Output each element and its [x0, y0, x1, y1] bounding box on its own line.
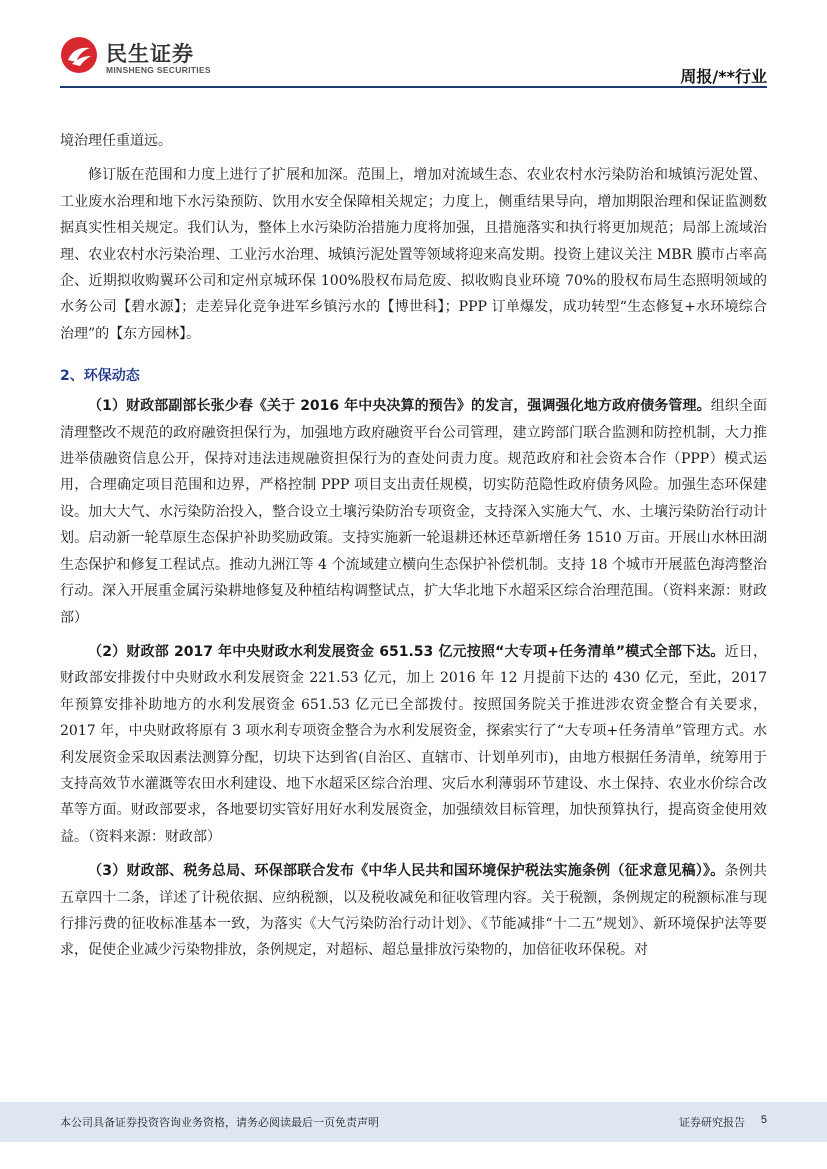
news-item-3-text: 条例共五章四十二条，详述了计税依据、应纳税额，以及税收减免和征收管理内容。关于税额，条例规定的税额标准与现行排污费的征收标准基本一致，为落实《大气污染防治行动计划》、《节能减排“十二五”规划》、新环境保护法等要求，促使企业减少污染物排放，条例规定，对超标、超总量排放污染物的，加倍征收环保税。对 [60, 863, 767, 959]
page-footer [0, 1102, 827, 1142]
header-rule [60, 86, 767, 88]
footer-disclaimer: 本公司具备证券投资咨询业务资格，请务必阅读最后一页免责声明 [60, 1116, 379, 1129]
section-title: 2、环保动态 [60, 368, 140, 385]
paragraph-revision-analysis: 修订版在范围和力度上进行了扩展和加深。范围上，增加对流域生态、农业农村水污染防治和城镇污泥处置、工业废水治理和地下水污染预防、饮用水安全保障相关规定；力度上，侧重结果导向，增加期限治理和保证监测数据真实性相关规定。我们认为，整体上水污染防治措施力度将加强，且措施落实和执行将更加规范；局部上流域治理、农业农村水污染治理、工业污水治理、城镇污泥处置等领域将迎来高发期。投资上建议关注 MBR 膜市占率高企、近期拟收购翼环公司和定州京城环保 100%股权布局危废、拟收购良业环境 70%的股权布局生态照明领域的水务公司【碧水源】；走差异化竞争进军乡镇污水的【博世科】；PPP 订单爆发，成功转型“生态修复+水环境综合治理”的【东方园林】。 [60, 167, 767, 342]
news-item-3 [60, 858, 767, 964]
news-item-1 [60, 393, 767, 631]
news-item-1-headline: （1）财政部副部长张少春《关于 2016 年中央决算的预告》的发言，强调强化地方政府债务管理。 [88, 398, 711, 415]
company-logo [60, 36, 210, 80]
logo-chinese-name: 民生证券 [106, 42, 194, 66]
news-item-2-headline: （2）财政部 2017 年中央财政水利发展资金 651.53 亿元按照“大专项+任务清单”模式全部下达。 [88, 643, 725, 660]
news-item-1-text: 组织全面清理整改不规范的政府融资担保行为，加强地方政府融资平台公司管理，建立跨部门联合监测和防控机制，大力推进举债融资信息公开，保持对违法违规融资担保行为的查处问责力度。规范政府和社会资本合作（PPP）模式运用，合理确定项目范围和边界，严格控制 PPP 项目支出责任规模，切实防范隐性政府债务风险。加强生态环保建设。加大大气、水污染防治投入，整合设立土壤污染防治专项资金，支持深入实施大气、水、土壤污染防治行动计划。启动新一轮草原生态保护补助奖励政策。支持实施新一轮退耕还林还草新增任务 1510 万亩。开展山水林田湖生态保护和修复工程试点。推动九洲江等 4 个流域建立横向生态保护补偿机制。支持 18 个城市开展蓝色海湾整治行动。深入开展重金属污染耕地修复及种植结构调整试点，扩大华北地下水超采区综合治理范围。（资料来源：财政部） [60, 398, 768, 626]
page-number: 5 [760, 1114, 767, 1126]
logo-english-name: MINSHENG SECURITIES [106, 65, 211, 75]
footer-doc-type: 证券研究报告 [679, 1116, 745, 1129]
minsheng-logo-icon [60, 36, 98, 74]
page-header [0, 0, 827, 92]
news-item-2 [60, 639, 767, 850]
news-item-2-text: 近日，财政部安排拨付中央财政水利发展资金 221.53 亿元，加上 2016 年 12 月提前下达的 430 亿元，至此，2017 年预算安排补助地方的水利发展资金 651.53 亿元已全部拨付。按照国务院关于推进涉农资金整合有关要求，2017 年，中央财政将原有 3 项水利专项资金整合为水利发展资金，探索实行了“大专项+任务清单”管理方式。水利发展资金采取因素法测算分配，切块下达到省(自治区、直辖市、计划单列市)，由地方根据任务清单，统筹用于支持高效节水灌溉等农田水利建设、地下水超采区综合治理、灾后水利薄弱环节建设、水土保持、农业水价综合改革等方面。财政部要求，各地要切实管好用好水利发展资金，加强绩效目标管理，加快预算执行，提高资金使用效益。（资料来源：财政部） [60, 643, 768, 845]
report-type-label: 周报/**行业 [680, 67, 767, 86]
news-item-3-headline: （3）财政部、税务总局、环保部联合发布《中华人民共和国环境保护税法实施条例（征求意见稿）》。 [88, 863, 725, 880]
report-body [60, 128, 767, 964]
paragraph-continuation: 境治理任重道远。 [60, 133, 172, 149]
